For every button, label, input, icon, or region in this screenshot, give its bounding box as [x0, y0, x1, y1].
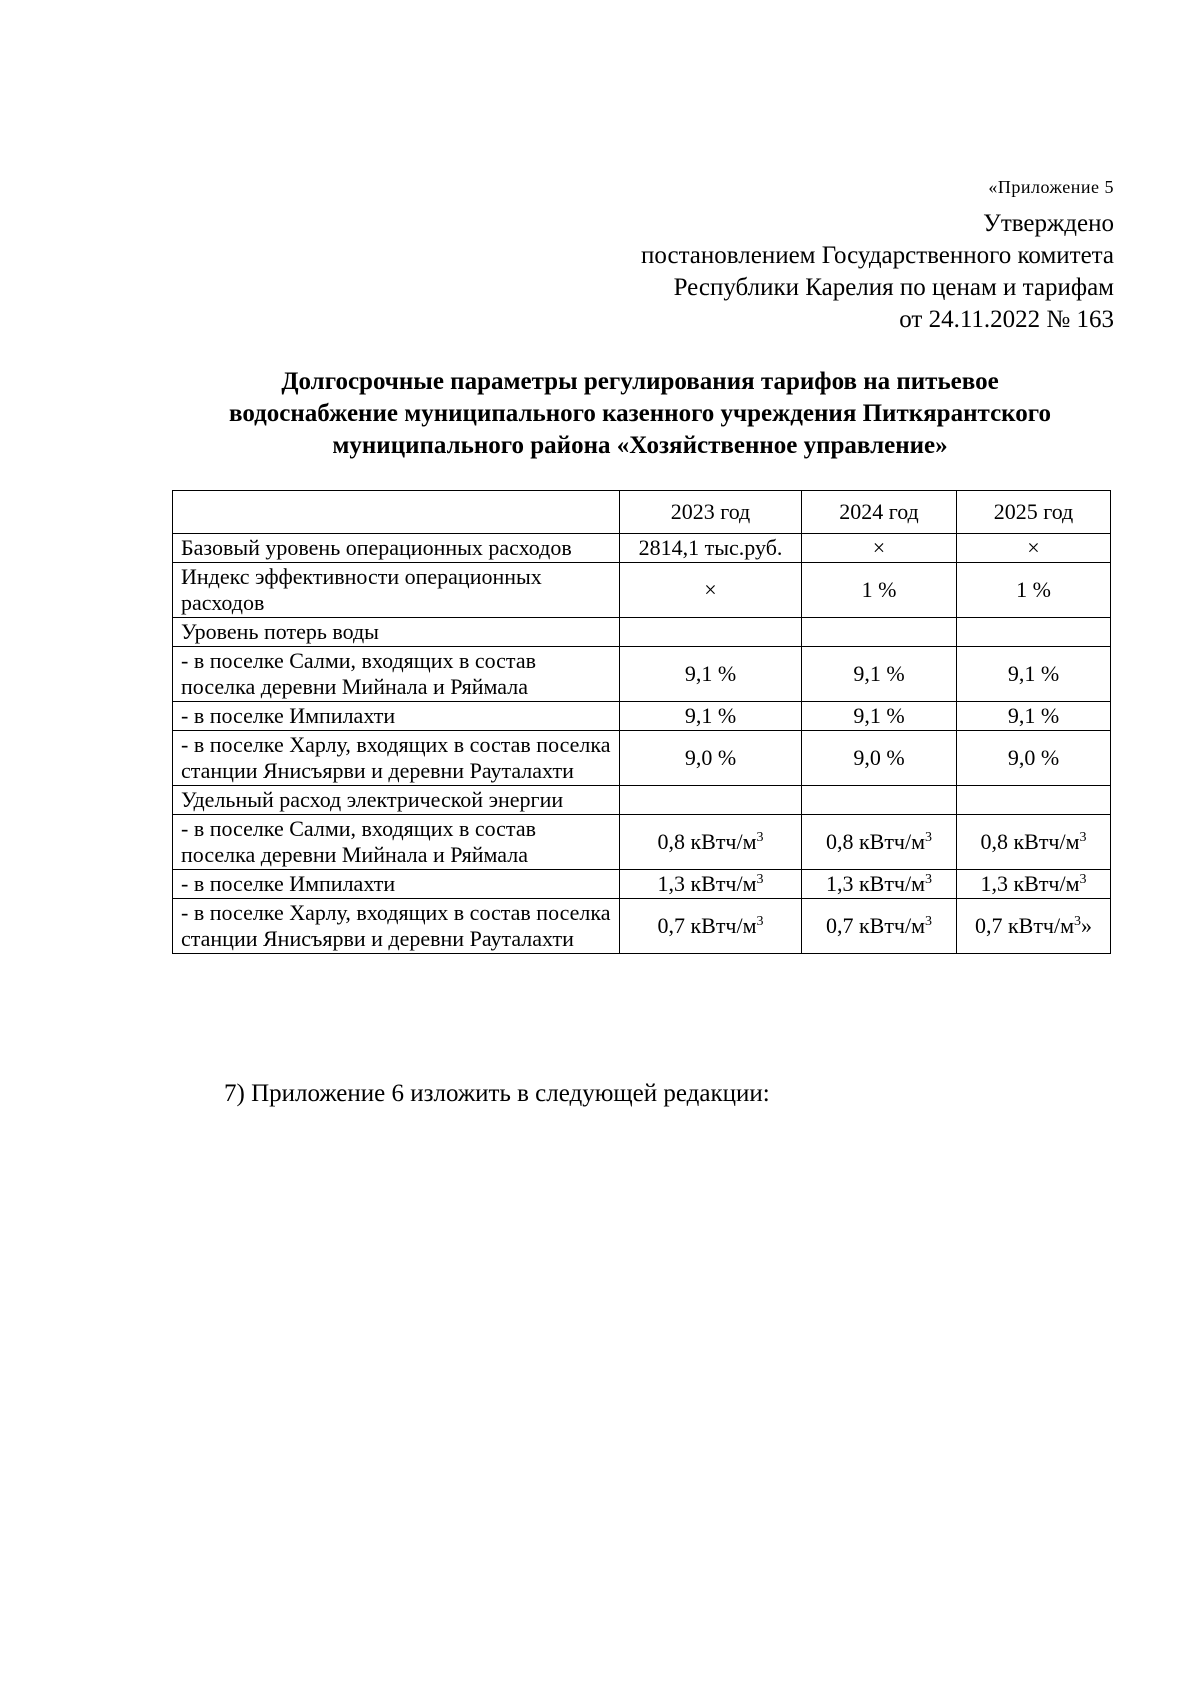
- document-title: [160, 366, 1120, 462]
- header-cell-empty: [173, 491, 620, 534]
- title-line-3: муниципального района «Хозяйственное управление»: [332, 432, 948, 459]
- value-cell: 9,1 %: [957, 702, 1111, 731]
- row-label-cell: - в поселке Импилахти: [173, 702, 620, 731]
- approval-block: [414, 176, 1114, 336]
- header-cell-2025: 2025 год: [957, 491, 1111, 534]
- row-label-cell: - в поселке Импилахти: [173, 870, 620, 899]
- value-cell: ×: [957, 534, 1111, 563]
- value-cell: [620, 815, 802, 870]
- appendix-label: «Приложение 5: [988, 177, 1114, 197]
- row-label-cell: - в поселке Харлу, входящих в состав поселка станции Янисъярви и деревни Рауталахти: [173, 899, 620, 954]
- value-cell: 9,1 %: [620, 647, 802, 702]
- value-text: 1,3 кВтч/м: [657, 871, 757, 896]
- unit-exponent: 3: [1079, 872, 1087, 887]
- value-cell: [957, 899, 1111, 954]
- value-cell: [802, 870, 957, 899]
- unit-exponent: 3: [925, 872, 933, 887]
- value-cell: [620, 786, 802, 815]
- unit-exponent: 3: [756, 872, 764, 887]
- header-cell-2023: 2023 год: [620, 491, 802, 534]
- table-row: [173, 534, 1111, 563]
- closing-quote: »: [1081, 913, 1093, 938]
- unit-exponent: 3: [1074, 914, 1082, 929]
- table-row: [173, 647, 1111, 702]
- value-cell: [957, 815, 1111, 870]
- value-text: 0,7 кВтч/м: [825, 913, 926, 938]
- row-label-cell: - в поселке Салми, входящих в состав поселка деревни Мийнала и Ряймала: [173, 815, 620, 870]
- table-header-row: [173, 491, 1111, 534]
- value-cell: 9,1 %: [802, 702, 957, 731]
- value-cell: [620, 618, 802, 647]
- row-label-cell: Индекс эффективности операционных расходов: [173, 563, 620, 618]
- value-cell: 9,1 %: [802, 647, 957, 702]
- unit-exponent: 3: [925, 830, 933, 845]
- value-cell: 9,1 %: [620, 702, 802, 731]
- value-cell: 9,0 %: [957, 731, 1111, 786]
- value-cell: [802, 618, 957, 647]
- value-cell: [802, 899, 957, 954]
- value-cell: 9,0 %: [620, 731, 802, 786]
- table-row: [173, 899, 1111, 954]
- value-cell: 9,1 %: [957, 647, 1111, 702]
- row-label-cell: - в поселке Харлу, входящих в состав поселка станции Янисъярви и деревни Рауталахти: [173, 731, 620, 786]
- value-cell: [957, 618, 1111, 647]
- value-cell: [620, 899, 802, 954]
- parameters-table: [172, 490, 1111, 954]
- row-label-cell: - в поселке Салми, входящих в состав поселка деревни Мийнала и Ряймала: [173, 647, 620, 702]
- value-text: 1,3 кВтч/м: [980, 871, 1080, 896]
- resolution-line-3: от 24.11.2022 № 163: [899, 306, 1114, 333]
- unit-exponent: 3: [756, 830, 764, 845]
- value-text: 0,8 кВтч/м: [657, 829, 757, 854]
- table-row: [173, 815, 1111, 870]
- value-text: 1,3 кВтч/м: [825, 871, 926, 896]
- value-text: 0,7 кВтч/м: [657, 913, 757, 938]
- value-cell: 2814,1 тыс.руб.: [620, 534, 802, 563]
- value-cell: 1 %: [957, 563, 1111, 618]
- row-label-cell: Уровень потерь воды: [173, 618, 620, 647]
- title-line-2: водоснабжение муниципального казенного учреждения Питкярантского: [229, 400, 1051, 427]
- header-cell-2024: 2024 год: [802, 491, 957, 534]
- resolution-line-1: постановлением Государственного комитета: [640, 242, 1114, 269]
- table-row: [173, 563, 1111, 618]
- table-row: [173, 618, 1111, 647]
- value-text: 0,8 кВтч/м: [825, 829, 926, 854]
- value-cell: ×: [620, 563, 802, 618]
- value-text: 0,7 кВтч/м: [974, 913, 1075, 938]
- value-text: 0,8 кВтч/м: [980, 829, 1080, 854]
- amendment-text: 7) Приложение 6 изложить в следующей редакции:: [224, 1080, 770, 1107]
- unit-exponent: 3: [925, 914, 933, 929]
- table-row: [173, 870, 1111, 899]
- value-cell: [802, 815, 957, 870]
- table-body: [173, 491, 1111, 954]
- unit-exponent: 3: [756, 914, 764, 929]
- table-row: [173, 786, 1111, 815]
- title-line-1: Долгосрочные параметры регулирования тарифов на питьевое: [281, 368, 999, 395]
- value-cell: ×: [802, 534, 957, 563]
- approved-label: Утверждено: [983, 210, 1114, 237]
- value-cell: [957, 870, 1111, 899]
- value-cell: [620, 870, 802, 899]
- value-cell: 9,0 %: [802, 731, 957, 786]
- row-label-cell: Базовый уровень операционных расходов: [173, 534, 620, 563]
- unit-exponent: 3: [1079, 830, 1087, 845]
- resolution-line-2: Республики Карелия по ценам и тарифам: [673, 274, 1114, 301]
- value-cell: [802, 786, 957, 815]
- table-row: [173, 702, 1111, 731]
- value-cell: 1 %: [802, 563, 957, 618]
- row-label-cell: Удельный расход электрической энергии: [173, 786, 620, 815]
- table-row: [173, 731, 1111, 786]
- value-cell: [957, 786, 1111, 815]
